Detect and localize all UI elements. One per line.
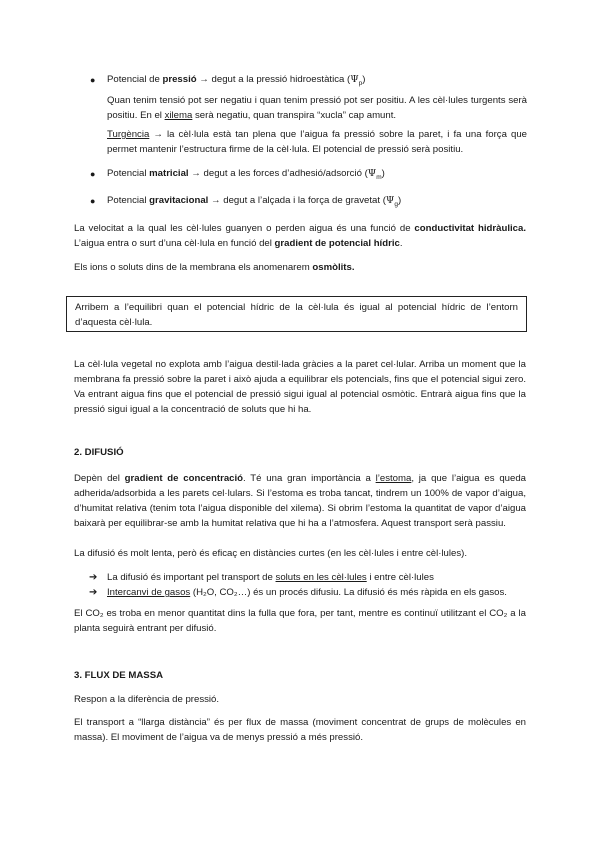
bullet-pressure-title: Potencial de pressió → degut a la pressió hidroestàtica $(\Psi_p)$ <box>107 74 366 87</box>
equilibrium-note-box: Arribem a l’equilibri quan el potencial hídric de la cèl·lula és igual al potencial hídric de l’entorn d’aquesta cèl·lula. <box>66 296 527 332</box>
diffusion-paragraph-1: Depèn del gradient de concentració. Té una gran importància a l’estoma, ja que l’aigua es queda adherida/adsorbida a les parets cel·lulars. Si l’estoma es troba tancat, tindrem un 100% de vapor d’aigua, d’humitat relativa (tenim tota l’aigua disponible del xilema). Si obrim l’estoma la quantitat de vapor d’aigua baixarà per equilibrar-se amb la humitat relativa que hi ha a l’atmosfera. Aquest transport serà passiu. <box>74 473 526 529</box>
section-heading-diffusion: 2. DIFUSIÓ <box>74 447 124 458</box>
plant-cell-paragraph: La cèl·lula vegetal no explota amb l’aigua destil·lada gràcies a la paret cel·lular. Arriba un moment que la membrana fa pressió sobre la paret i això ajuda a equilibrar els potencials, fins que el potencial sigui zero. Va entrant aigua fins que el potencial de pressió sigui igual al potencial osmòtic. Entrarà aigua fins que la pressió sigui igual a la concentració de soluts que hi ha. <box>74 359 526 415</box>
ions-paragraph: Els ions o soluts dins de la membrana els anomenarem osmòlits. <box>74 262 355 273</box>
bullet-gravitational-title: Potencial gravitacional → degut a l’alçada i la força de gravetat $(\Psi_g)$ <box>107 195 402 208</box>
arrow-icon: ➔ <box>89 572 98 583</box>
bullet-dot: ● <box>90 169 96 179</box>
turgor-paragraph: Turgència → la cèl·lula està tan plena que l’aigua fa pressió sobre la paret, i fa una força que permet mantenir l’estructura firme de la cèl·lula. El potencial de pressió serà positiu. <box>107 129 527 155</box>
mass-flow-paragraph-1: Respon a la diferència de pressió. <box>74 694 220 705</box>
bullet-matric-title: Potencial matricial → degut a les forces d’adhesió/adsorció $(\Psi_m)$ <box>107 168 385 181</box>
pressure-paragraph: Quan tenim tensió pot ser negatiu i quan tenim pressió pot ser positiu. A les cèl·lules turgents serà positiu. En el xilema serà negatiu, quan transpira “xucla” cap amunt. <box>107 95 527 121</box>
mass-flow-paragraph-2: El transport a “llarga distància” és per flux de massa (moviment concentrat de grups de molècules en massa). El moviment de l’aigua va de menys pressió a més pressió. <box>74 717 526 743</box>
bullet-dot: ● <box>90 196 96 206</box>
diffusion-arrow-item-1: La difusió és important pel transport de soluts en les cèl·lules i entre cèl·lules <box>107 572 434 583</box>
diffusion-paragraph-3: El CO₂ es troba en menor quantitat dins la fulla que fora, per tant, mentre es continuï utilitzant el CO₂ a la planta seguirà entrant per difusió. <box>74 608 526 634</box>
velocity-paragraph: La velocitat a la qual les cèl·lules guanyen o perden aigua és una funció de conductivitat hidràulica. L’aigua entra o surt d’una cèl·lula en funció del gradient de potencial hídric. <box>74 223 526 249</box>
diffusion-paragraph-2: La difusió és molt lenta, però és eficaç en distàncies curtes (en les cèl·lules i entre cèl·lules). <box>74 548 467 559</box>
bullet-dot: ● <box>90 75 96 85</box>
arrow-icon: ➔ <box>89 587 98 598</box>
diffusion-arrow-item-2: Intercanvi de gasos (H₂O, CO₂…) és un procés difusiu. La difusió és més ràpida en els gasos. <box>107 587 507 598</box>
section-heading-mass-flow: 3. FLUX DE MASSA <box>74 670 164 681</box>
